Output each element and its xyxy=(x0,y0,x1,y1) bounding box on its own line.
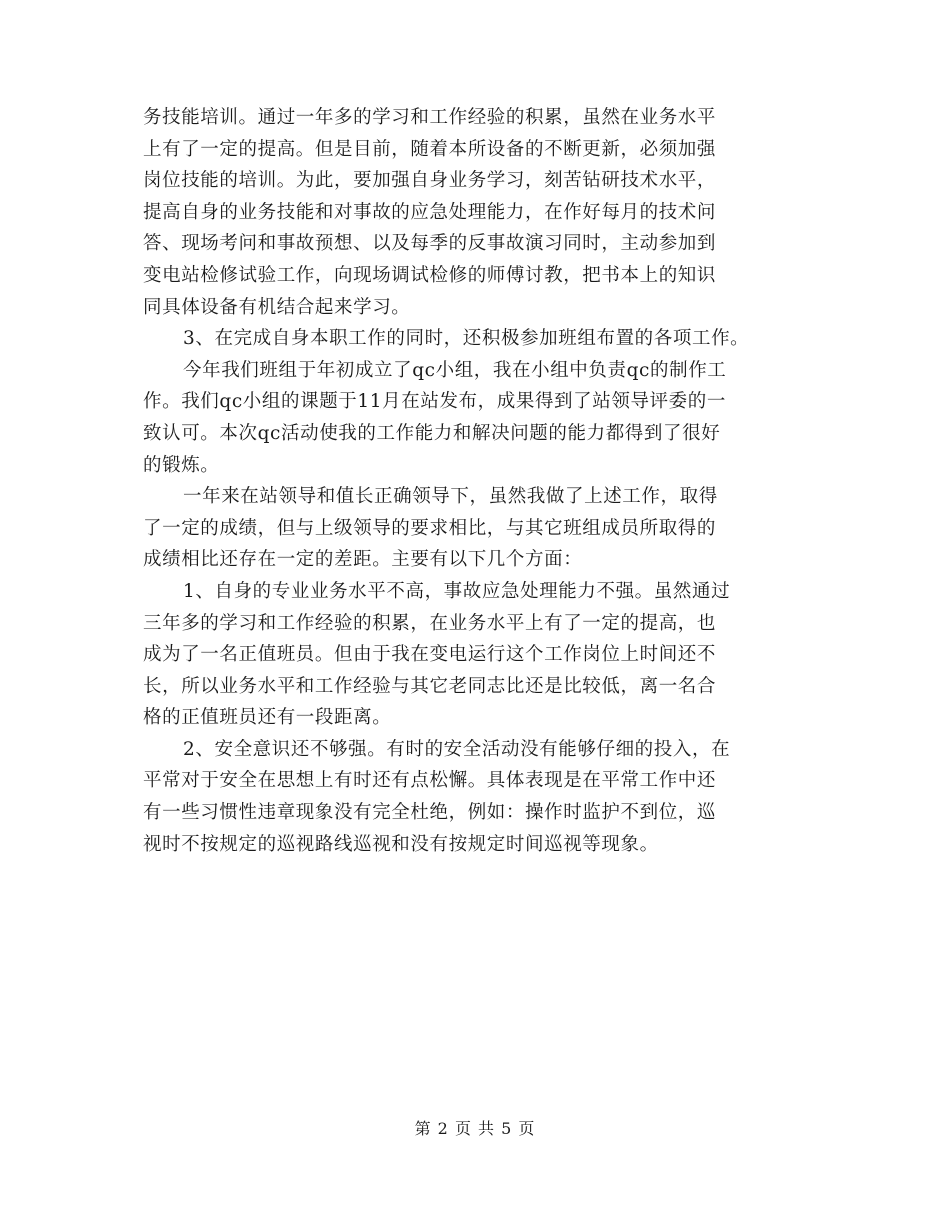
text-line: 视时不按规定的巡视路线巡视和没有按规定时间巡视等现象。 xyxy=(143,833,659,855)
text-line: 变电站检修试验工作，向现场调试检修的师傅讨教，把书本上的知识 xyxy=(143,264,717,286)
text-line: 致认可。本次qc活动使我的工作能力和解决问题的能力都得到了很好 xyxy=(143,422,721,444)
text-line: 格的正值班员还有一段距离。 xyxy=(143,707,392,729)
text-line: 同具体设备有机结合起来学习。 xyxy=(143,296,411,318)
text-line: 2、安全意识还不够强。有时的安全活动没有能够仔细的投入，在 xyxy=(183,738,731,760)
text-line: 有一些习惯性违章现象没有完全杜绝，例如：操作时监护不到位，巡 xyxy=(143,802,717,824)
text-line: 3、在完成自身本职工作的同时，还积极参加班组布置的各项工作。 xyxy=(183,328,750,350)
text-line: 一年来在站领导和值长正确领导下，虽然我做了上述工作，取得 xyxy=(183,486,718,508)
text-line: 成为了一名正值班员。但由于我在变电运行这个工作岗位上时间还不 xyxy=(143,644,717,666)
document-body xyxy=(143,102,823,860)
text-line: 提高自身的业务技能和对事故的应急处理能力，在作好每月的技术问 xyxy=(143,201,717,223)
page-number-footer: 第 2 页 共 5 页 xyxy=(414,1119,536,1138)
text-line: 今年我们班组于年初成立了qc小组，我在小组中负责qc的制作工 xyxy=(183,359,727,381)
text-line: 的锻炼。 xyxy=(143,454,220,476)
text-line: 务技能培训。通过一年多的学习和工作经验的积累，虽然在业务水平 xyxy=(143,107,717,128)
text-line: 作。我们qc小组的课题于11月在站发布，成果得到了站领导评委的一 xyxy=(143,391,726,413)
text-line: 岗位技能的培训。为此，要加强自身业务学习，刻苦钻研技术水平， xyxy=(143,170,717,192)
text-line: 了一定的成绩，但与上级领导的要求相比，与其它班组成员所取得的 xyxy=(143,517,717,539)
text-line: 平常对于安全在思想上有时还有点松懈。具体表现是在平常工作中还 xyxy=(143,770,717,792)
text-line: 成绩相比还存在一定的差距。主要有以下几个方面： xyxy=(143,549,583,571)
text-line: 上有了一定的提高。但是目前，随着本所设备的不断更新，必须加强 xyxy=(143,138,717,160)
text-line: 答、现场考问和事故预想、以及每季的反事故演习同时，主动参加到 xyxy=(143,233,717,255)
text-line: 三年多的学习和工作经验的积累，在业务水平上有了一定的提高，也 xyxy=(143,612,717,634)
text-line: 长，所以业务水平和工作经验与其它老同志比还是比较低，离一名合 xyxy=(143,675,717,697)
text-line: 1、自身的专业业务水平不高，事故应急处理能力不强。虽然通过 xyxy=(183,580,731,602)
